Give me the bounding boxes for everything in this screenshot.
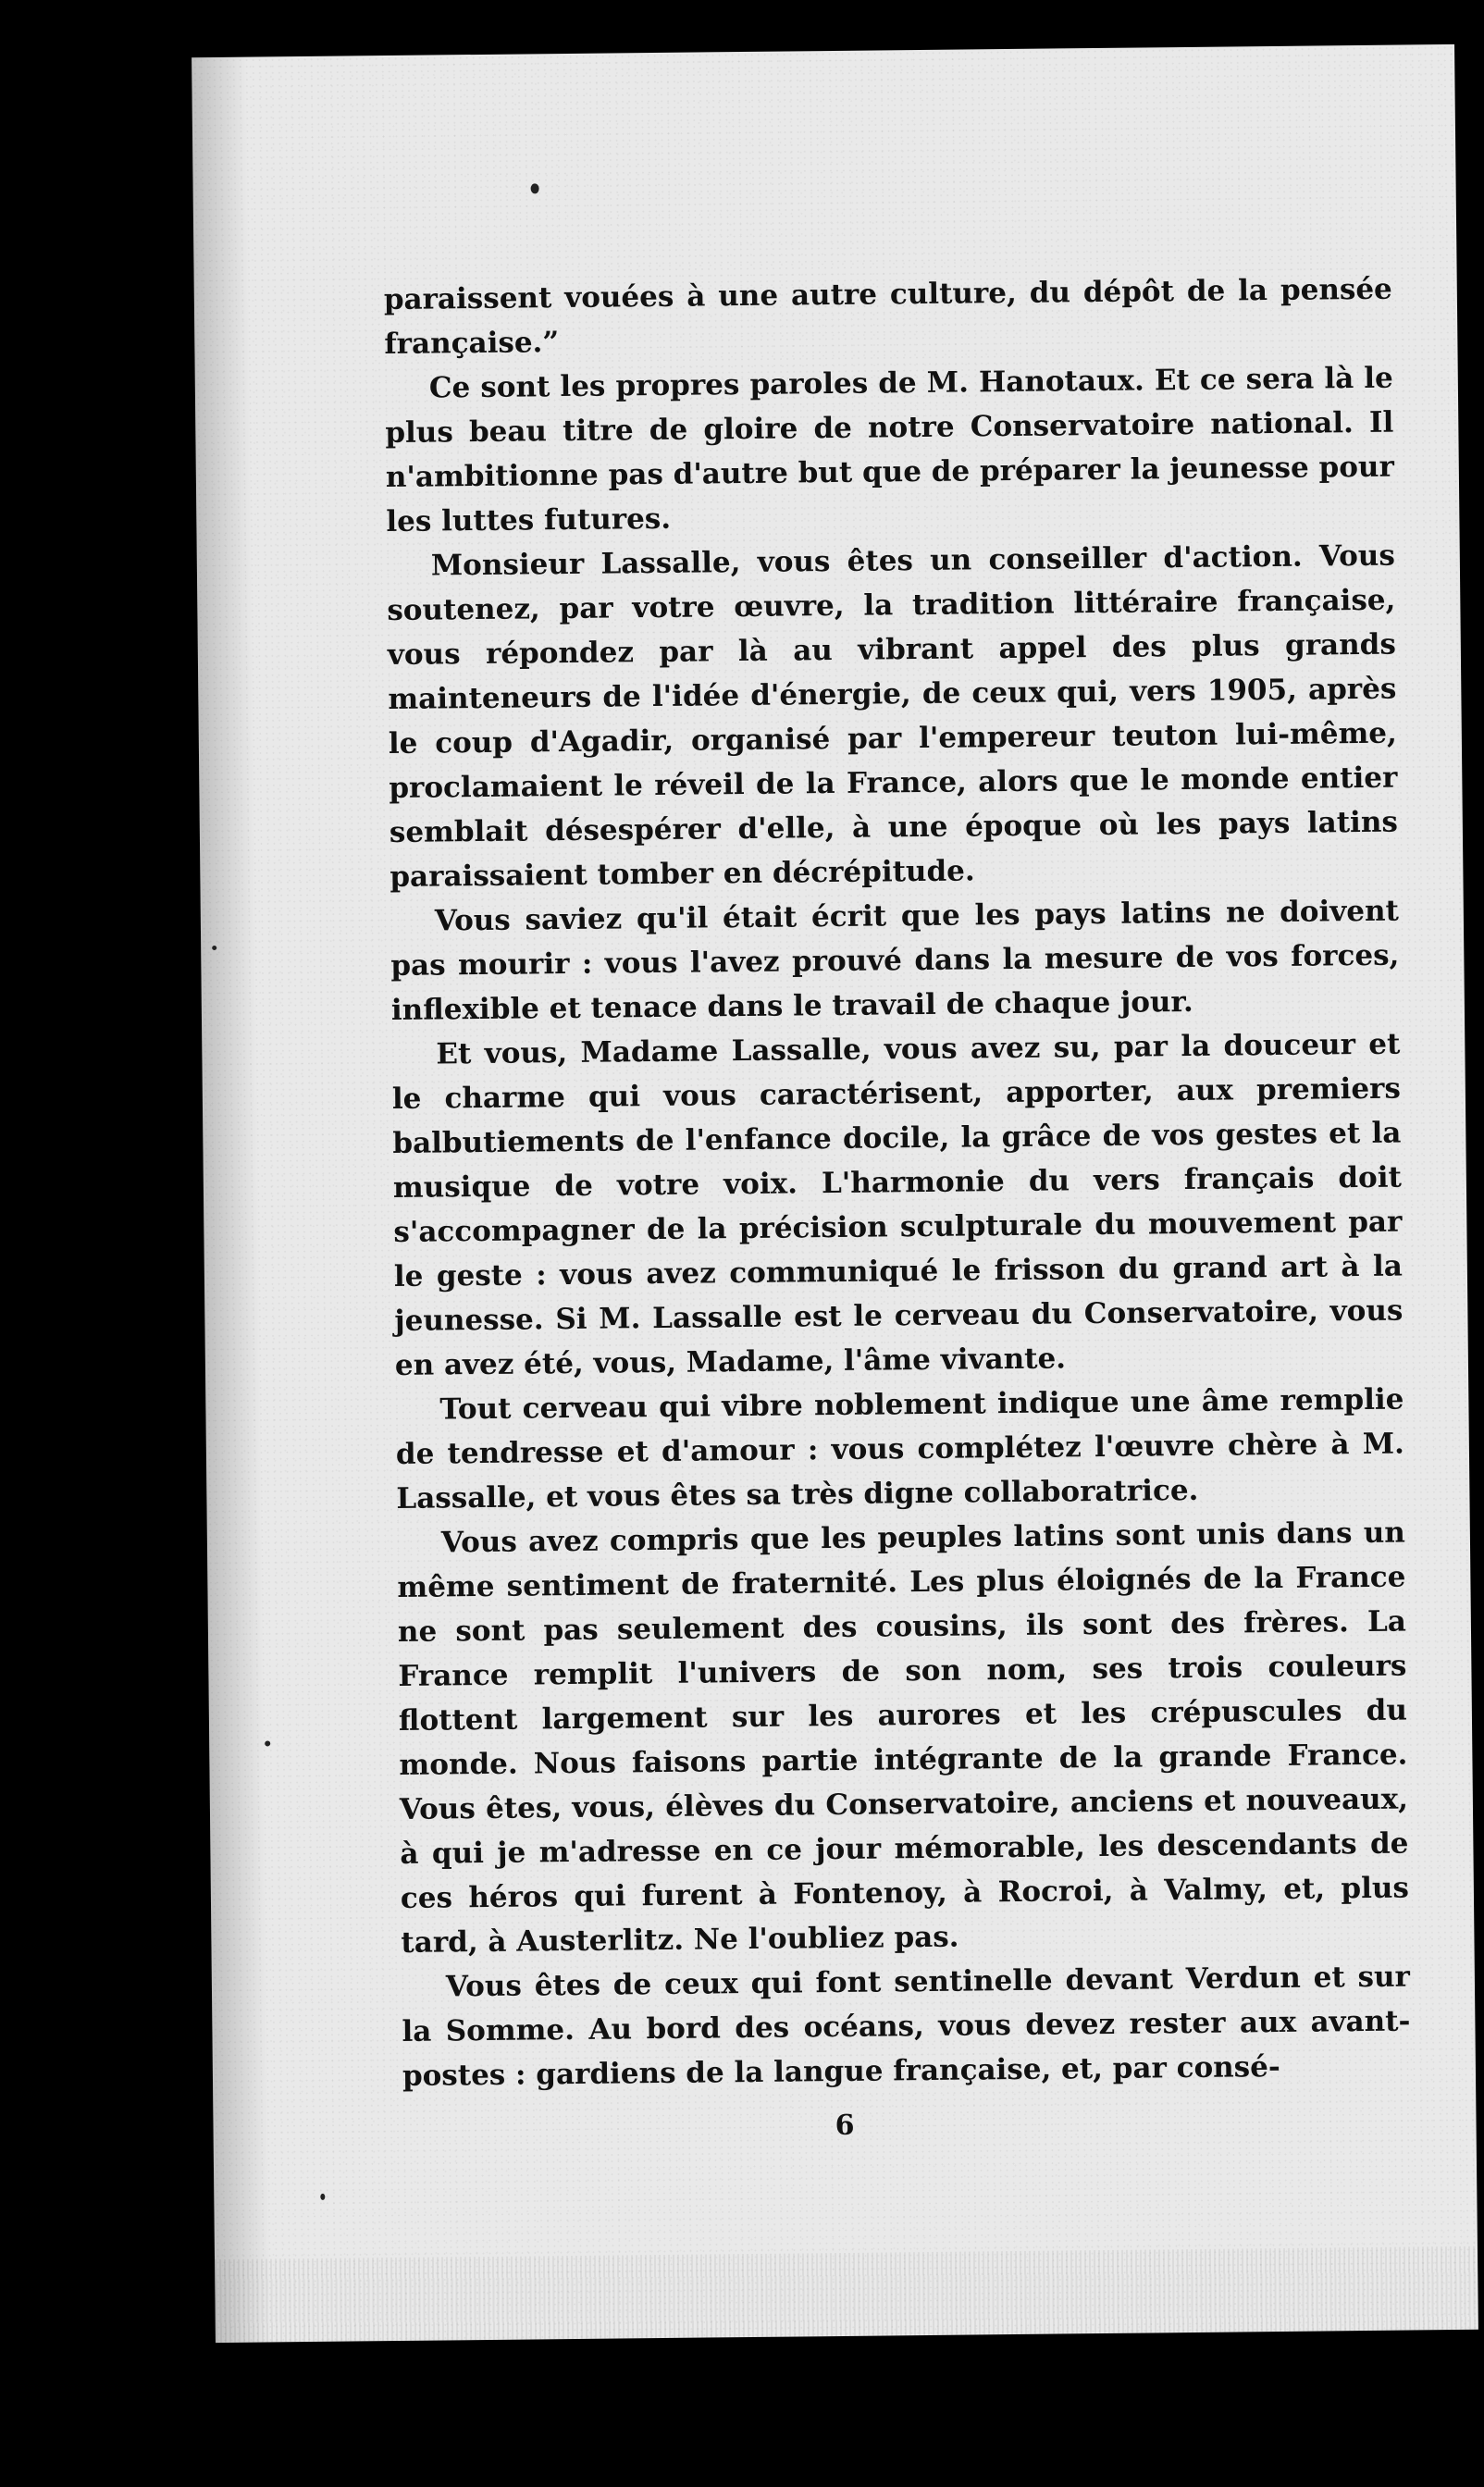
ink-speck	[212, 946, 216, 950]
paragraph-7: Vous avez compris que les peuples latins sont unis dans un même sentiment de fraternité. Les plus éloignés de la France ne sont pas seulement des cousins, ils sont des frères. La France remplit l'univers de son nom, ses trois couleurs flottent largement sur les aurores et les crépuscules du monde. Nous faisons partie intégrante de la grande France. Vous êtes, vous, élèves du Conservatoire, anciens et nouveaux, à qui je m'adresse en ce jour mémorable, les descendants de ces héros qui furent à Fontenoy, à Rocroi, à Valmy, et, plus tard, à Austerlitz. Ne l'oubliez pas.	[397, 1516, 1410, 1960]
ink-speck	[320, 2194, 325, 2200]
ink-speck	[265, 1740, 270, 1746]
page-edge-shadow	[215, 2246, 1478, 2343]
paragraph-2: Ce sont les propres paroles de M. Hanotaux. Et ce sera là le plus beau titre de gloire de notre Conservatoire national. Il n'ambitionne pas d'autre but que de préparer la jeunesse pour les luttes futures.	[385, 361, 1394, 539]
ink-speck	[531, 183, 539, 193]
paragraph-4: Vous saviez qu'il était écrit que les pays latins ne doivent pas mourir : vous l'avez prouvé dans la mesure de vos forces, inflexible et tenace dans le travail de chaque jour.	[390, 894, 1400, 1028]
paragraph-6: Tout cerveau qui vibre noblement indique une âme remplie de tendresse et d'amour : vous complétez l'œuvre chère à M. Lassalle, et vous êtes sa très digne collaboratrice.	[395, 1382, 1405, 1516]
body-text	[384, 267, 1412, 2098]
paragraph-5: Et vous, Madame Lassalle, vous avez su, par la douceur et le charme qui vous caractérisent, apporter, aux premiers balbutiements de l'enfance docile, la grâce de vos gestes et la musique de votre voix. L'harmonie du vers français doit s'accompagner de la précision sculpturale du mouvement par le geste : vous avez communiqué le frisson du grand art à la jeunesse. Si M. Lassalle est le cerveau du Conservatoire, vous en avez été, vous, Madame, l'âme vivante.	[391, 1027, 1404, 1382]
paragraph-1: paraissent vouées à une autre culture, du dépôt de la pensée française.”	[383, 272, 1392, 362]
page-number: 6	[835, 2109, 855, 2143]
paragraph-3: Monsieur Lassalle, vous êtes un conseiller d'action. Vous soutenez, par votre œuvre, la tradition littéraire française, vous répondez par là au vibrant appel des plus grands mainteneurs de l'idée d'énergie, de ceux qui, vers 1905, après le coup d'Agadir, organisé par l'empereur teuton lui-même, proclamaient le réveil de la France, alors que le monde entier semblait désespérer d'elle, à une époque où les pays latins paraissaient tomber en décrépitude.	[387, 538, 1399, 895]
paragraph-8: Vous êtes de ceux qui font sentinelle devant Verdun et sur la Somme. Au bord des océans, vous devez rester aux avant-postes : gardiens de la langue française, et, par consé-	[402, 1960, 1411, 2093]
book-page	[192, 44, 1478, 2343]
